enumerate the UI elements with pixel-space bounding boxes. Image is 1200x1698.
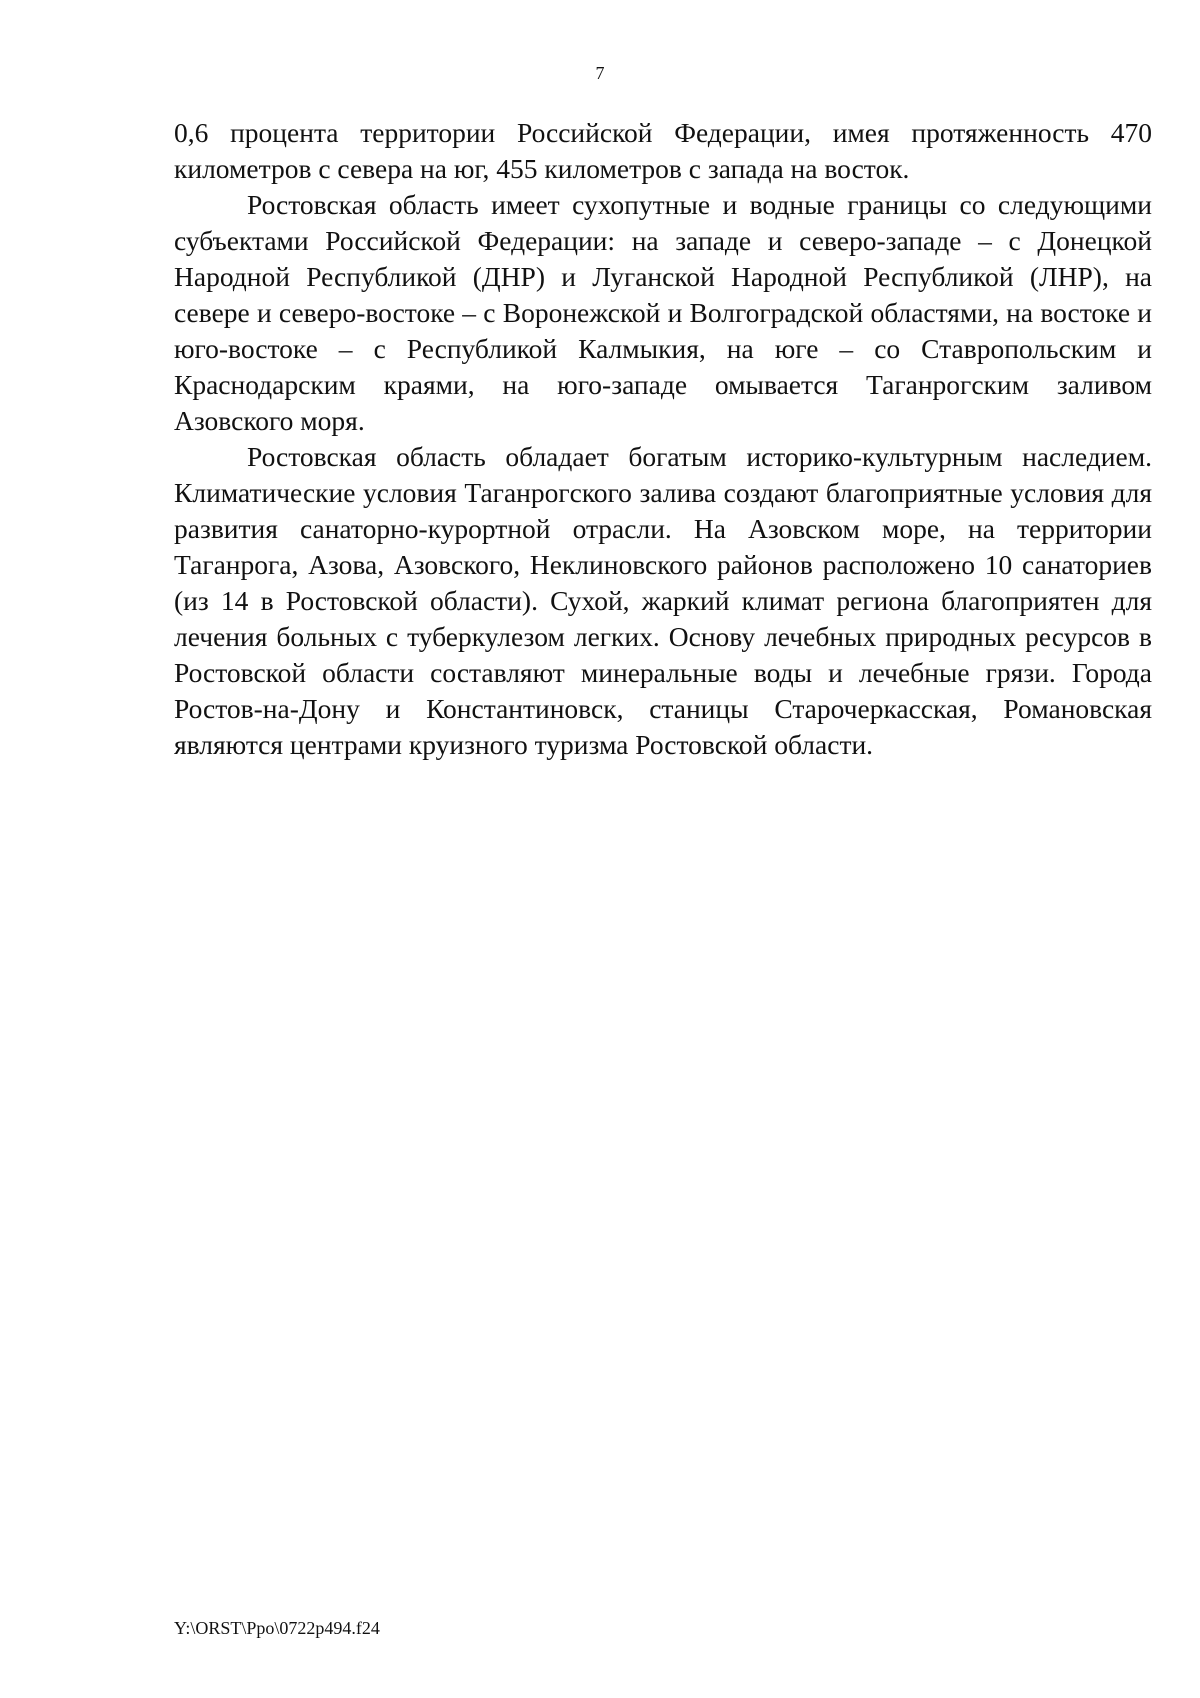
body-text — [174, 115, 1152, 763]
footer-file-path: Y:\ORST\Ppo\0722p494.f24 — [174, 1618, 380, 1638]
page-number: 7 — [595, 63, 605, 83]
paragraph-borders: Ростовская область имеет сухопутные и водные границы со следующими субъектами Российской Федерации: на западе и северо-западе – с Донецкой Народной Республикой (ДНР) и Луганской Народной Республикой (ЛНР), на севере и северо-востоке – с Воронежской и Волгоградской областями, на востоке и юго-востоке – с Республикой Калмыкия, на юге – со Ставропольским и Краснодарским краями, на юго-западе омывается Таганрогским заливом Азовского моря. — [174, 189, 1152, 436]
paragraph-heritage: Ростовская область обладает богатым историко-культурным наследием. Климатические условия Таганрогского залива создают благоприятные условия для развития санаторно-курортной отрасли. На Азовском море, на территории Таганрога, Азова, Азовского, Неклиновского районов расположено 10 санаториев (из 14 в Ростовской области). Сухой, жаркий климат региона благоприятен для лечения больных с туберкулезом легких. Основу лечебных природных ресурсов в Ростовской области составляют минеральные воды и лечебные грязи. Города Ростов-на-Дону и Константиновск, станицы Старочеркасская, Романовская являются центрами круизного туризма Ростовской области. — [174, 441, 1152, 760]
paragraph-territory: 0,6 процента территории Российской Федерации, имея протяженность 470 километров с севера на юг, 455 километров с запада на восток. — [174, 117, 1152, 184]
